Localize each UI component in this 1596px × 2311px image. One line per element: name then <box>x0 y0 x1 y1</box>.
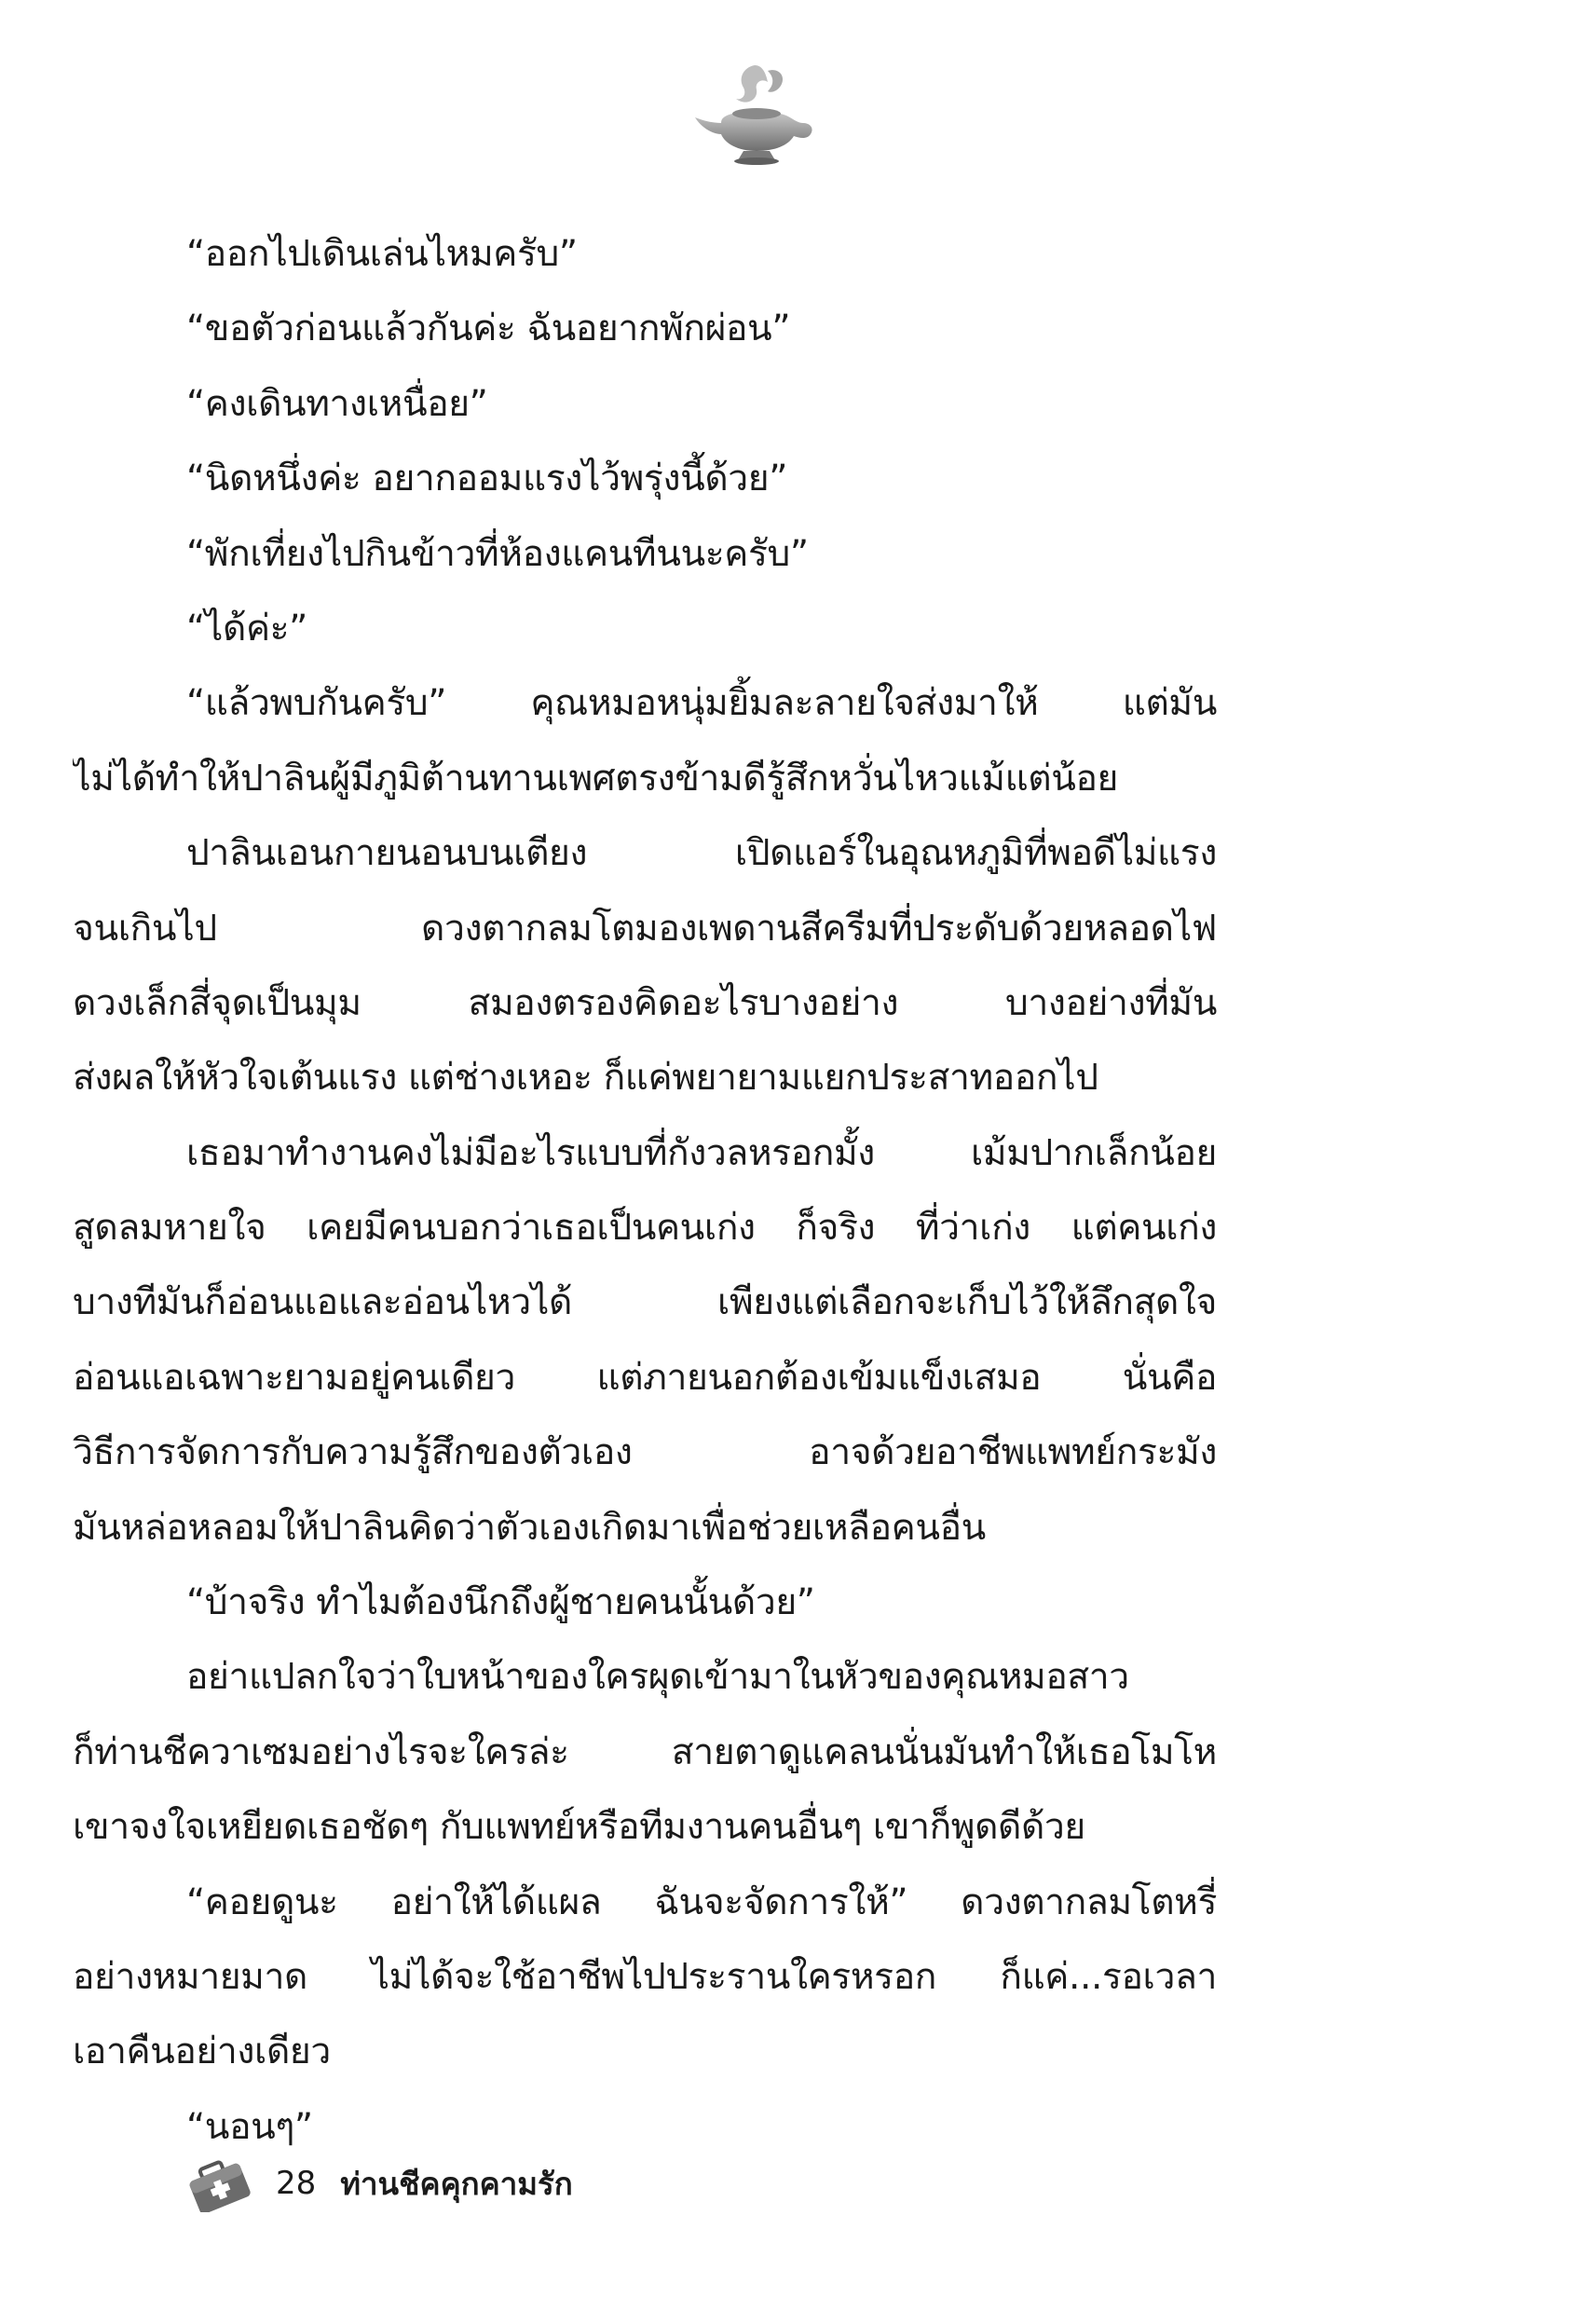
body-text <box>73 217 1330 2165</box>
text-line: บางทีมันก็อ่อนแอและอ่อนไหวได้ เพียงแต่เลือกจะเก็บไว้ให้ลึกสุดใจ <box>73 1281 1217 1324</box>
paragraph <box>73 816 1330 1116</box>
paragraph <box>73 1116 1330 1566</box>
paragraph <box>186 292 1330 366</box>
page-footer <box>183 2151 573 2216</box>
paragraph <box>73 1640 1330 1865</box>
text-line: “นอนๆ” <box>186 2105 313 2148</box>
text-line: “พักเที่ยงไปกินข้าวที่ห้องแคนทีนนะครับ” <box>186 532 809 575</box>
text-line: สูดลมหายใจ เคยมีคนบอกว่าเธอเป็นคนเก่ง ก็จริง ที่ว่าเก่ง แต่คนเก่ง <box>73 1207 1217 1250</box>
paragraph <box>186 1566 1330 1640</box>
text-line: วิธีการจัดการกับความรู้สึกของตัวเอง อาจด้วยอาชีพแพทย์กระมัง <box>73 1431 1217 1474</box>
paragraph <box>186 367 1330 442</box>
text-line: อย่างหมายมาด ไม่ได้จะใช้อาชีพไปประรานใครหรอก ก็แค่...รอเวลา <box>73 1955 1217 1998</box>
text-line: “ได้ค่ะ” <box>186 607 307 650</box>
text-line: ก็ท่านชีควาเซมอย่างไรจะใครล่ะ สายตาดูแคลนนั่นมันทำให้เธอโมโห <box>73 1730 1217 1773</box>
paragraph <box>186 592 1330 666</box>
text-line: อย่าแปลกใจว่าใบหน้าของใครผุดเข้ามาในหัวของคุณหมอสาว <box>186 1656 1129 1699</box>
text-line: “แล้วพบกันครับ” คุณหมอหนุ่มยิ้มละลายใจส่งมาให้ แต่มัน <box>186 682 1217 725</box>
paragraph <box>186 517 1330 592</box>
paragraph <box>186 442 1330 516</box>
text-line: “นิดหนึ่งค่ะ อยากออมแรงไว้พรุ่งนี้ด้วย” <box>186 458 788 500</box>
paragraph <box>73 1866 1330 2090</box>
paragraph <box>186 217 1330 292</box>
text-line: ไม่ได้ทำให้ปาลินผู้มีภูมิต้านทานเพศตรงข้ามดีรู้สึกหวั่นไหวแม้แต่น้อย <box>73 757 1118 800</box>
text-line: “ออกไปเดินเล่นไหมครับ” <box>186 233 578 275</box>
text-line: ส่งผลให้หัวใจเต้นแรง แต่ช่างเหอะ ก็แค่พยายามแยกประสาทออกไป <box>73 1057 1098 1100</box>
text-line: เธอมาทำงานคงไม่มีอะไรแบบที่กังวลหรอกมั้ง เม้มปากเล็กน้อย <box>186 1131 1217 1174</box>
text-line: เขาจงใจเหยียดเธอชัดๆ กับแพทย์หรือทีมงานคนอื่นๆ เขาก็พูดดีด้วย <box>73 1806 1085 1849</box>
medical-case-icon <box>183 2154 255 2212</box>
text-line: มันหล่อหลอมให้ปาลินคิดว่าตัวเองเกิดมาเพื่อช่วยเหลือคนอื่น <box>73 1506 986 1549</box>
text-line: เอาคืนอย่างเดียว <box>73 2031 331 2073</box>
paragraph <box>73 666 1330 816</box>
text-line: “ขอตัวก่อนแล้วกันค่ะ ฉันอยากพักผ่อน” <box>186 308 791 350</box>
text-line: อ่อนแอเฉพาะยามอยู่คนเดียว แต่ภายนอกต้องเข้มแข็งเสมอ นั่นคือ <box>73 1356 1217 1399</box>
text-line: จนเกินไป ดวงตากลมโตมองเพดานสีครีมที่ประดับด้วยหลอดไฟ <box>73 907 1217 950</box>
book-title: ท่านชีคคุกคามรัก <box>340 2165 573 2202</box>
text-line: “คอยดูนะ อย่าให้ได้แผล ฉันจะจัดการให้” ดวงตากลมโตหรี่ <box>186 1880 1217 1923</box>
text-line: “คงเดินทางเหนื่อย” <box>186 382 488 425</box>
text-line: ปาลินเอนกายนอนบนเตียง เปิดแอร์ในอุณหภูมิที่พอดีไม่แรง <box>186 832 1217 875</box>
text-line: “บ้าจริง ทำไมต้องนึกถึงผู้ชายคนนั้นด้วย” <box>186 1581 815 1624</box>
text-line: ดวงเล็กสี่จุดเป็นมุม สมองตรองคิดอะไรบางอย่าง บางอย่างที่มัน <box>73 981 1217 1024</box>
page-number: 28 <box>276 2165 317 2202</box>
genie-lamp-icon <box>689 58 820 170</box>
